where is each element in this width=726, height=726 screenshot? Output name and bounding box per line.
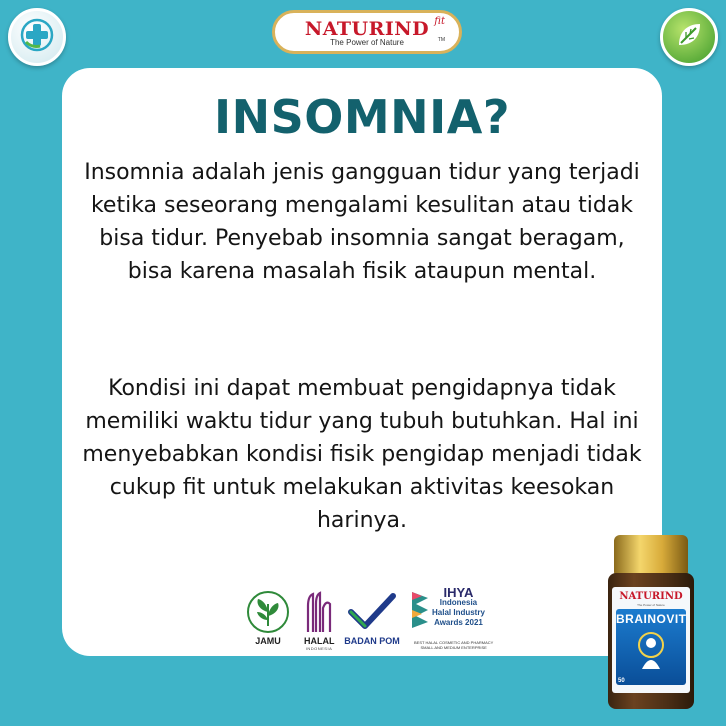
badan-pom-check-icon bbox=[340, 590, 404, 634]
medical-plus-badge bbox=[8, 8, 66, 66]
product-name: BRAINOVIT bbox=[616, 612, 687, 626]
info-card bbox=[62, 68, 662, 656]
badan-pom-certification bbox=[340, 590, 404, 646]
halal-logo-icon bbox=[304, 590, 334, 634]
ihya-award-icon bbox=[410, 590, 432, 630]
product-tagline: The Power of Nature bbox=[637, 603, 665, 607]
leaf-badge bbox=[660, 8, 718, 66]
bottle-cap bbox=[614, 535, 688, 575]
leaf-icon bbox=[674, 20, 704, 54]
halal-label: HALAL bbox=[304, 636, 335, 646]
ihya-line-2: Halal Industry bbox=[432, 608, 485, 617]
page-title: INSOMNIA? bbox=[213, 90, 511, 144]
ihya-line-3: Awards 2021 bbox=[434, 618, 483, 627]
medical-plus-icon bbox=[20, 18, 54, 56]
halal-sublabel: INDONESIA bbox=[305, 646, 333, 651]
bottle-label bbox=[612, 587, 690, 693]
jamu-certification bbox=[238, 590, 298, 646]
product-brand: NATURIND bbox=[619, 591, 683, 602]
product-bottle bbox=[606, 535, 696, 711]
ihya-best-category bbox=[414, 640, 493, 650]
brand-logo bbox=[272, 10, 462, 54]
ihya-line-1: Indonesia bbox=[439, 598, 478, 607]
certification-logos bbox=[238, 585, 558, 656]
brand-tagline: The Power of Nature bbox=[330, 38, 404, 47]
trademark-mark: TM bbox=[437, 37, 445, 43]
brand-suffix: fit bbox=[434, 16, 445, 27]
jamu-leaf-icon bbox=[238, 590, 298, 634]
halal-certification bbox=[304, 590, 334, 651]
jamu-label: JAMU bbox=[255, 636, 281, 646]
paragraph-impact: Kondisi ini dapat membuat pengidapnya tidak memiliki waktu tidur yang tubuh butuhkan. Hal ini menyebabkan kondisi fisik pengidap menjadi tidak cukup fit untuk melakukan aktivitas keesokan harinya. bbox=[82, 376, 642, 533]
ihya-best-line-2: SMALL AND MEDIUM ENTERPRISE bbox=[420, 645, 487, 650]
brain-person-icon bbox=[637, 631, 665, 675]
ihya-best-line-1: BEST HALAL COSMETIC AND PHARMACY bbox=[414, 640, 494, 645]
badan-pom-label: BADAN POM bbox=[344, 636, 400, 646]
product-count: 50 bbox=[618, 678, 625, 684]
ihya-text bbox=[432, 585, 485, 628]
brand-name: NATURIND bbox=[304, 18, 430, 40]
ihya-name: IHYA bbox=[443, 585, 474, 600]
product-label-band bbox=[616, 609, 686, 685]
paragraph-definition: Insomnia adalah jenis gangguan tidur yang terjadi ketika seseorang mengalami kesulitan atau tidak bisa tidur. Penyebab insomnia sangat beragam, bisa karena masalah fisik ataupun mental. bbox=[84, 160, 640, 284]
ihya-award bbox=[410, 585, 558, 656]
